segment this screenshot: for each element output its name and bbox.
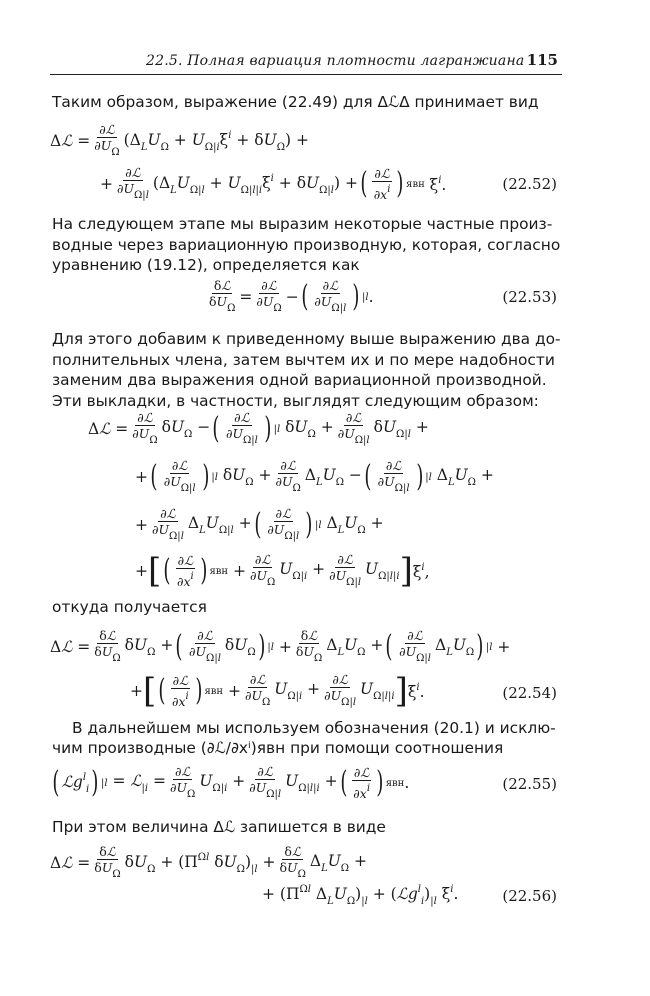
paragraph-notation-cont: чим производные (∂ℒ/∂xⁱ)явн при помощи соотношения [52,739,504,757]
paragraph-hence: откуда получается [52,598,207,616]
equation-22-54-line2: + [ ( $\frac{\text{∂ℒ}}{\partial x^i}$ ) явн + $\frac{\text{∂ℒ}}{\partial U_\Omega}$ $U_{\Omega|i}$ + $\frac{\text{∂ℒ}}{\partial U_{\Omega|l}}$ $U_{\Omega|l|i}$ ] $\xi^i$. [130,671,425,711]
equation-number-22-53: (22.53) [502,288,557,306]
derivation-line4: + [ ( $\frac{\text{∂ℒ}}{\partial x^i}$ ) явн + $\frac{\text{∂ℒ}}{\partial U_\Omega}$ $U_{\Omega|i}$ + $\frac{\text{∂ℒ}}{\partial U_{\Omega|l}}$ $U_{\Omega|l|i}$ ] $\xi^i$, [135,551,430,591]
derivation-line2: + ( $\frac{\text{∂ℒ}}{\partial U_{\Omega|l}}$ ) |l $\delta U_\Omega$ + $\frac{\text{∂ℒ}}{\partial U_\Omega}$ $\Delta_LU_\Omega$ − ( $\frac{\text{∂ℒ}}{\partial U_{\Omega|l}}$ ) |l $\Delta_LU_\Omega$ + [135,458,494,494]
equation-22-54-line1: Δℒ = $\frac{\text{δℒ}}{\delta U_\Omega}$ $\delta U_\Omega$ + ( $\frac{\text{∂ℒ}}{\partial U_{\Omega|l}}$ $\delta U_\Omega$ ) |l + $\frac{\text{δℒ}}{\delta U_\Omega}$ $\Delta_LU_\Omega$ + ( $\frac{\text{∂ℒ}}{\partial U_{\Omega|l}}$ $\Delta_LU_\Omega$ ) |l + [50,628,511,664]
paragraph-result: При этом величина Δℒ запишется в виде [52,818,386,836]
paragraph-method: Для этого добавим к приведенному выше выражению два до- полнительных члена, затем вычтем их и по мере надобности заменим два выражения одной вариационной производной. Эти выкладки, в частности, выглядят следующим образом: [52,330,561,410]
equation-number-22-56: (22.56) [502,887,557,905]
equation-number-22-55: (22.55) [502,775,557,793]
derivation-line3: + $\frac{\text{∂ℒ}}{\partial U_{\Omega|l}}$ $\Delta_LU_{\Omega|l}$ + ( $\frac{\text{∂ℒ}}{\partial U_{\Omega|l}}$ ) |l $\Delta_LU_\Omega$ + [135,506,384,542]
equation-22-52-line1: Δℒ = $\frac{\text{∂ℒ}}{\partial U_\Omega}$ $(\Delta_LU_\Omega + U_{\Omega|i}\xi^i + \delta U_\Omega)$ + [50,122,309,158]
equation-22-52-line2: + $\frac{\text{∂ℒ}}{\partial U_{\Omega|l}}$ $(\Delta_LU_{\Omega|l} + U_{\Omega|l|i}\xi^i + \delta U_{\Omega|l})$ + ( $\frac{\text{∂ℒ}}{\partial x^i}$ ) явн $\xi^i$. [100,165,447,202]
paragraph-intro: Таким образом, выражение (22.49) для ΔℒΔ принимает вид [52,93,539,111]
derivation-line1: Δℒ = $\frac{\text{∂ℒ}}{\partial U_\Omega}$ $\delta U_\Omega$ − ( $\frac{\text{∂ℒ}}{\partial U_{\Omega|l}}$ ) |l $\delta U_\Omega$ + $\frac{\text{∂ℒ}}{\partial U_{\Omega|l}}$ $\delta U_{\Omega|l}$ + [88,410,429,446]
page-number: 115 [526,51,558,69]
paragraph-variational: На следующем этапе мы выразим некоторые частные произ- водные через вариационную производную, которая, согласно уравнению (19.12), определяется как [52,215,561,275]
equation-22-56-line2: + ($\Pi^{\Omega l}$ $\Delta_LU_\Omega)_{|l}$ + $(ℒg^l_i)_{|l}$ $\xi^i$. [262,884,459,907]
equation-22-53: $\frac{\text{δℒ}}{\delta U_\Omega}$ = $\frac{\text{∂ℒ}}{\partial U_\Omega}$ − ( $\frac{\text{∂ℒ}}{\partial U_{\Omega|l}}$ ) |l . [209,278,374,314]
paragraph-notation: В дальнейшем мы используем обозначения (20.1) и исклю- [72,719,556,737]
equation-22-56-line1: Δℒ = $\frac{\text{δℒ}}{\delta U_\Omega}$ $\delta U_\Omega + (\Pi^{\Omega l}$ $\delta U_\Omega)_{|l}$ + $\frac{\text{δℒ}}{\delta U_\Omega}$ $\Delta_LU_\Omega$ + [50,844,368,880]
running-header [50,48,562,75]
equation-number-22-52: (22.52) [502,175,557,193]
header-title: 22.5. Полная вариация плотности лагранжиана [146,53,525,69]
equation-number-22-54: (22.54) [502,684,557,702]
equation-22-55: ( ℒg$^l_i$ ) |l = ℒ$_{|i}$ = $\frac{\text{∂ℒ}}{\partial U_\Omega}$ $U_{\Omega|i}$ + $\frac{\text{∂ℒ}}{\partial U_{\Omega|l}}$ $U_{\Omega|l|i}$ + ( $\frac{\text{∂ℒ}}{\partial x^i}$ ) явн . [52,764,410,801]
